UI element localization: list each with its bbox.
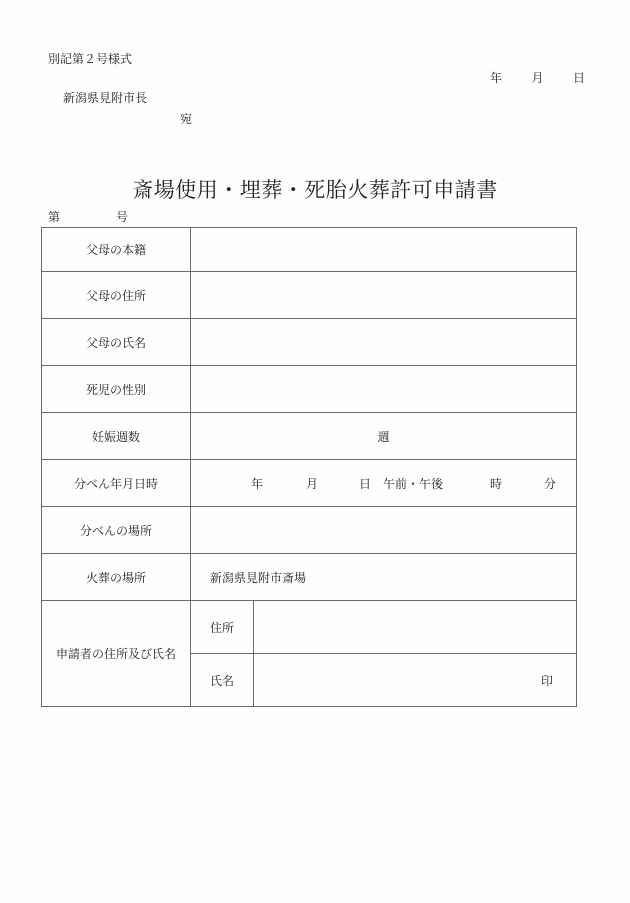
date-year-label: 年: [490, 71, 503, 85]
document-number: [48, 208, 128, 225]
delivery-minute-label: 分: [544, 477, 557, 491]
delivery-day-label: 日: [359, 477, 372, 491]
document-title: 斎場使用・埋葬・死胎火葬許可申請書: [132, 178, 498, 202]
table-row-parents-domicile: [42, 228, 577, 272]
submission-date: [490, 69, 585, 86]
date-month-label: 月: [531, 71, 544, 85]
row-label: 妊娠週数: [42, 413, 191, 460]
delivery-ampm-label: 午前・午後: [383, 477, 444, 491]
parents-address-field[interactable]: [191, 272, 577, 319]
row-label: 火葬の場所: [42, 554, 191, 601]
row-label: 父母の本籍: [42, 228, 191, 272]
delivery-hour-label: 時: [490, 477, 503, 491]
applicant-address-label: 住所: [191, 601, 254, 654]
row-label: 死児の性別: [42, 366, 191, 413]
honorific: 宛: [180, 112, 193, 126]
addressee: 新潟県見附市長: [63, 91, 148, 105]
number-suffix: 号: [115, 210, 128, 224]
applicant-address-field[interactable]: [254, 601, 577, 654]
delivery-datetime-field[interactable]: [191, 460, 577, 507]
form-reference: 別記第２号様式: [48, 52, 133, 66]
parents-name-field[interactable]: [191, 319, 577, 366]
table-row-cremation-place: [42, 554, 577, 601]
applicant-label: 申請者の住所及び氏名: [42, 601, 191, 707]
table-row-child-sex: [42, 366, 577, 413]
parents-domicile-field[interactable]: [191, 228, 577, 272]
table-row-parents-name: [42, 319, 577, 366]
child-sex-field[interactable]: [191, 366, 577, 413]
delivery-month-label: 月: [306, 477, 319, 491]
row-label: 分べん年月日時: [42, 460, 191, 507]
table-row-parents-address: [42, 272, 577, 319]
table-row-gestation-weeks: [42, 413, 577, 460]
row-label: 父母の住所: [42, 272, 191, 319]
table-row-applicant-address: [42, 601, 577, 654]
applicant-name-field[interactable]: [254, 654, 577, 707]
date-day-label: 日: [572, 71, 585, 85]
application-form-table: [41, 227, 577, 707]
delivery-year-label: 年: [251, 477, 264, 491]
gestation-weeks-field[interactable]: 週: [191, 413, 577, 460]
row-label: 父母の氏名: [42, 319, 191, 366]
number-prefix: 第: [48, 210, 61, 224]
seal-mark: 印: [540, 674, 553, 688]
row-label: 分べんの場所: [42, 507, 191, 554]
table-row-delivery-datetime: [42, 460, 577, 507]
cremation-place-value: 新潟県見附市斎場: [191, 554, 577, 601]
delivery-place-field[interactable]: [191, 507, 577, 554]
table-row-delivery-place: [42, 507, 577, 554]
applicant-name-label: 氏名: [191, 654, 254, 707]
